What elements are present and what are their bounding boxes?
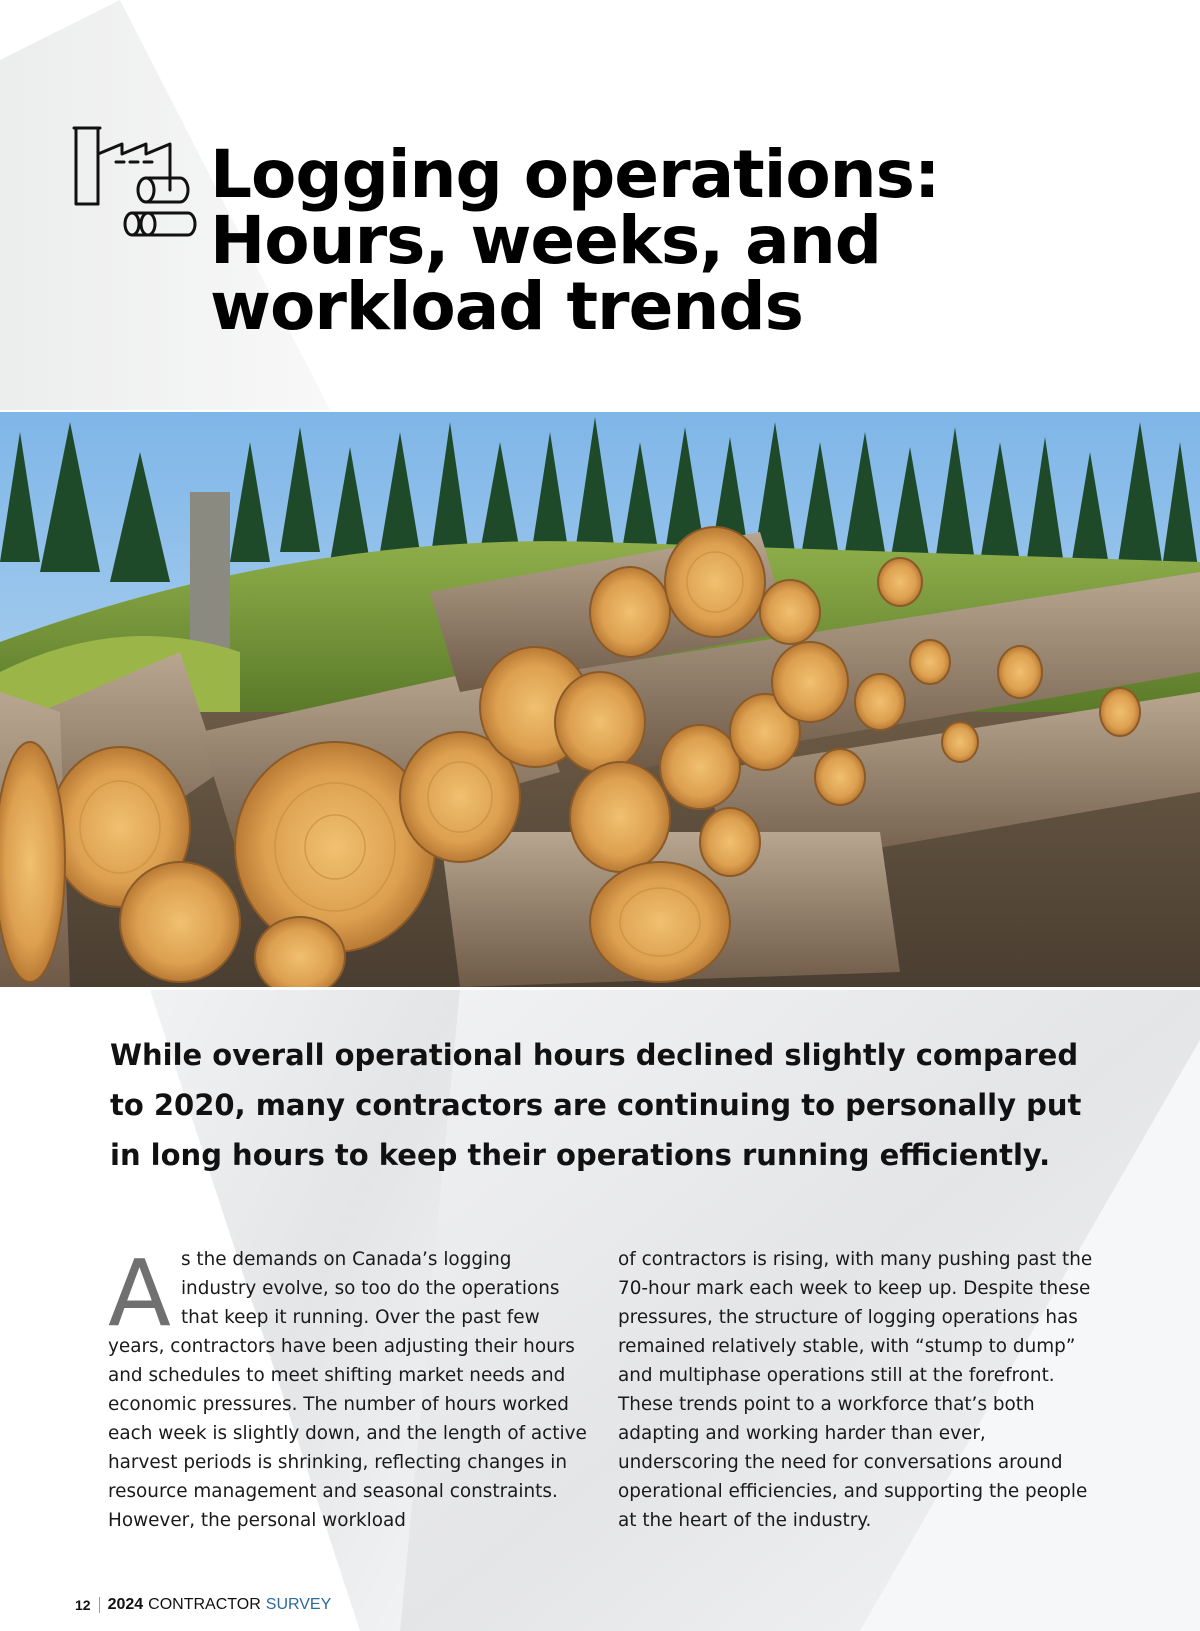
title-line: Hours, weeks, and [210, 202, 881, 279]
stacked-logs-forest-photo [0, 412, 1200, 987]
page-title [210, 136, 1110, 345]
footer-divider [99, 1597, 100, 1613]
footer-survey: SURVEY [265, 1596, 332, 1613]
drop-cap: A [108, 1240, 171, 1347]
title-line: Logging operations: [210, 136, 940, 213]
lead-paragraph: While overall operational hours declined slightly compared to 2020, many contractors are continuing to personally put in long hours to keep their operations running efficiently. [110, 1038, 1082, 1172]
page-footer [75, 1596, 331, 1614]
footer-year: 2024 [107, 1596, 144, 1613]
body-column-left [108, 1240, 590, 1535]
footer-contractor: CONTRACTOR [148, 1596, 261, 1613]
title-line: workload trends [210, 268, 803, 345]
sawmill-logs-icon [72, 120, 200, 240]
body-column-right [618, 1245, 1098, 1535]
page-number: 12 [75, 1597, 91, 1613]
body-text-left: s the demands on Canada’s logging industry evolve, so too do the operations that keep it running. Over the past few years, contractors have been adjusting their hours and schedules to meet shifting market needs and economic pressures. The number of hours worked each week is slightly down, and the length of active harvest periods is shrinking, reflecting changes in resource management and seasonal constraints. However, the personal workload [108, 1249, 587, 1531]
body-text-right: of contractors is rising, with many pushing past the 70-hour mark each week to keep up. Despite these pressures, the structure of logging operations has remained relatively stable, with “stump to dump” and multiphase operations still at the forefront. These trends point to a workforce that’s both adapting and working harder than ever, underscoring the need for conversations around operational efficiencies, and supporting the people at the heart of the industry. [618, 1249, 1093, 1531]
